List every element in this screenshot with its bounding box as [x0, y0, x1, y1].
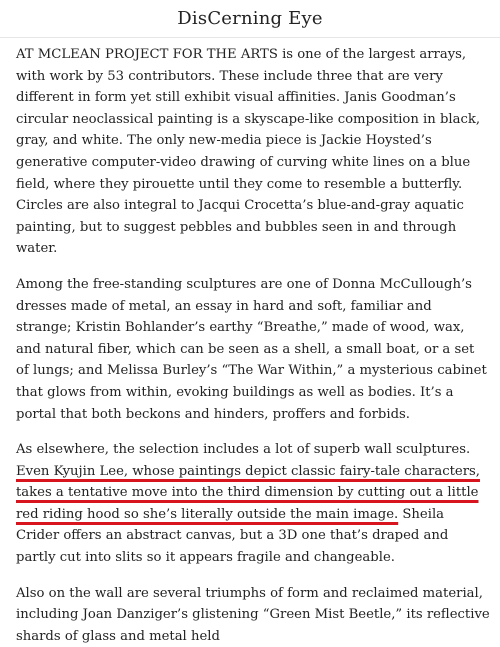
- paragraph-4: Also on the wall are several triumphs of form and reclaimed material, including Joan Danziger’s glistening “Green Mist Beetle,” its reflective shards of glass and metal held: [16, 585, 490, 644]
- site-header: [0, 0, 500, 38]
- paragraph-1: AT MCLEAN PROJECT FOR THE ARTS is one of the largest arrays, with work by 53 contributors. These include three that are very different in form yet still exhibit visual affinities. Janis Goodman’s circular neoclassical painting is a skyscape-like composition in black, gray, and white. The only new-media piece is Jackie Hoysted’s generative computer-video drawing of curving white lines on a blue field, where they pirouette until they come to resemble a butterfly. Circles are also integral to Jacqui Crocetta’s blue-and-gray aquatic painting, but to suggest pebbles and bubbles seen in and through water.: [16, 47, 481, 257]
- paragraph-3-outro: Sheila Crider offers an abstract canvas, but a 3D one that’s draped and partly cut into slits so it appears fragile and changeable.: [16, 506, 449, 566]
- site-title[interactable]: DisCerning Eye: [177, 8, 323, 29]
- highlighted-passage[interactable]: Even Kyujin Lee, whose paintings depict classic fairy-tale characters, takes a tentative move into the third dimension by cutting out a little red riding hood so she’s literally outside the main image.: [16, 463, 480, 522]
- article-body: [0, 38, 500, 647]
- paragraph-3-intro: As elsewhere, the selection includes a lot of superb wall sculptures.: [16, 442, 471, 458]
- paragraph-2: Among the free-standing sculptures are one of Donna McCullough’s dresses made of metal, an essay in hard and soft, familiar and strange; Kristin Bohlander’s earthy “Breathe,” made of wood, wax, and natural fiber, which can be seen as a shell, a small boat, or a set of lungs; and Melissa Burley’s “The War Within,” a mysterious cabinet that glows from within, evoking buildings as well as bodies. It’s a portal that both beckons and hinders, proffers and forbids.: [16, 276, 487, 422]
- paragraph-3: [16, 439, 490, 569]
